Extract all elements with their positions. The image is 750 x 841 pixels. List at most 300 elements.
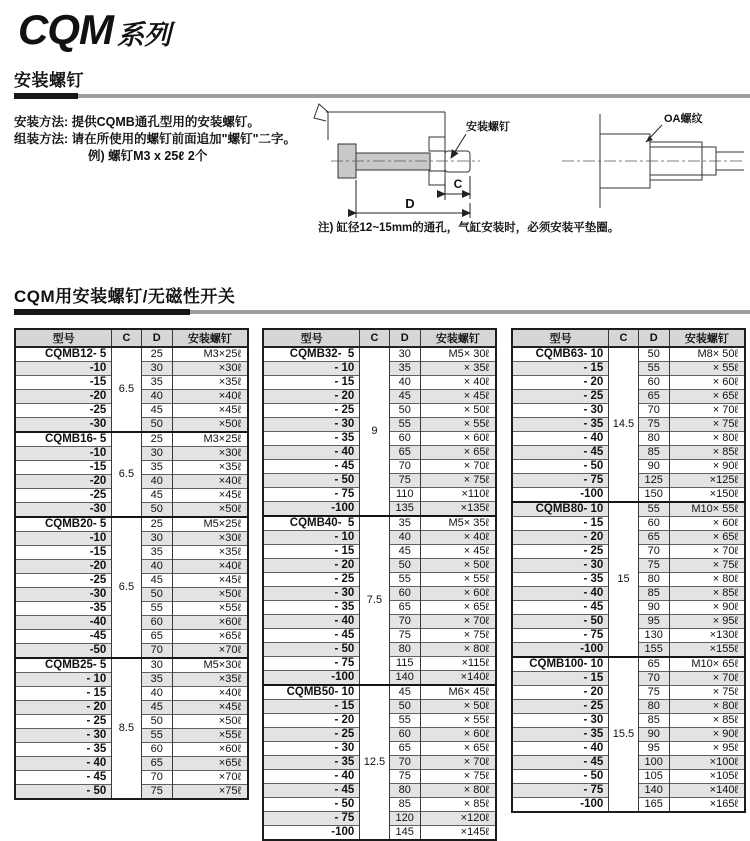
column-header: 型号 xyxy=(512,329,609,347)
d-dimension-cell: 45 xyxy=(141,701,172,715)
model-cell: - 40 xyxy=(263,770,360,784)
screw-size-cell: ×120ℓ xyxy=(420,812,496,826)
d-dimension-cell: 145 xyxy=(389,826,420,841)
d-dimension-cell: 60 xyxy=(638,517,669,531)
c-dimension-cell: 9 xyxy=(360,347,389,516)
d-dimension-cell: 135 xyxy=(389,502,420,517)
d-dimension-cell: 130 xyxy=(638,629,669,643)
d-dimension-cell: 55 xyxy=(638,502,669,517)
model-cell: - 30 xyxy=(263,742,360,756)
screw-spec-table xyxy=(14,328,249,800)
d-dimension-cell: 100 xyxy=(638,756,669,770)
screw-spec-table xyxy=(511,328,746,813)
method-line-2: 组装方法: 请在所使用的螺钉前面追加"螺钉"二字。 xyxy=(14,132,296,146)
d-dimension-cell: 60 xyxy=(141,743,172,757)
d-dimension-cell: 80 xyxy=(638,700,669,714)
model-cell: -100 xyxy=(512,643,609,658)
screw-size-cell: × 65ℓ xyxy=(669,390,745,404)
model-cell: - 40 xyxy=(512,432,609,446)
d-dimension-cell: 50 xyxy=(141,588,172,602)
screw-size-cell: ×40ℓ xyxy=(172,475,248,489)
d-dimension-cell: 140 xyxy=(389,671,420,686)
model-cell: -15 xyxy=(15,376,112,390)
screw-size-cell: ×115ℓ xyxy=(420,657,496,671)
screw-size-cell: ×135ℓ xyxy=(420,502,496,517)
screw-size-cell: × 50ℓ xyxy=(420,559,496,573)
model-cell: CQMB16- 5 xyxy=(15,432,112,447)
screw-size-cell: × 45ℓ xyxy=(420,390,496,404)
model-cell: - 75 xyxy=(263,657,360,671)
screw-size-cell: × 60ℓ xyxy=(420,728,496,742)
d-dimension-cell: 65 xyxy=(638,390,669,404)
screw-size-cell: ×110ℓ xyxy=(420,488,496,502)
model-cell: CQMB50- 10 xyxy=(263,685,360,700)
d-dimension-cell: 30 xyxy=(141,362,172,376)
table-row xyxy=(263,685,496,700)
d-dimension-cell: 70 xyxy=(638,404,669,418)
model-cell: - 75 xyxy=(263,812,360,826)
screw-size-cell: M5×25ℓ xyxy=(172,517,248,532)
model-cell: - 75 xyxy=(512,474,609,488)
d-dimension-cell: 80 xyxy=(638,573,669,587)
screw-size-cell: × 55ℓ xyxy=(420,418,496,432)
d-dimension-cell: 60 xyxy=(389,587,420,601)
page-title xyxy=(18,6,171,54)
column-header: D xyxy=(389,329,420,347)
d-dimension-cell: 45 xyxy=(141,574,172,588)
d-dimension-cell: 55 xyxy=(389,573,420,587)
d-dimension-cell: 75 xyxy=(638,559,669,573)
c-dimension-cell: 8.5 xyxy=(112,658,141,799)
screw-size-cell: × 75ℓ xyxy=(420,770,496,784)
d-dimension-cell: 95 xyxy=(638,615,669,629)
model-cell: CQMB20- 5 xyxy=(15,517,112,532)
model-cell: - 75 xyxy=(512,784,609,798)
model-cell: CQMB100- 10 xyxy=(512,657,609,672)
header-row xyxy=(263,329,496,347)
series-code: CQM xyxy=(18,6,113,53)
model-cell: - 35 xyxy=(512,418,609,432)
d-dimension-cell: 55 xyxy=(141,729,172,743)
d-dimension-cell: 60 xyxy=(389,432,420,446)
model-cell: - 10 xyxy=(263,531,360,545)
screw-size-cell: × 95ℓ xyxy=(669,615,745,629)
screw-size-cell: ×40ℓ xyxy=(172,687,248,701)
c-dimension-cell: 15 xyxy=(609,502,638,657)
model-cell: - 15 xyxy=(263,700,360,714)
section-screw-switch xyxy=(14,282,750,314)
d-dimension-cell: 70 xyxy=(638,672,669,686)
d-dimension-cell: 70 xyxy=(141,644,172,659)
screw-size-cell: ×155ℓ xyxy=(669,643,745,658)
d-dimension-cell: 75 xyxy=(389,629,420,643)
d-dimension-cell: 65 xyxy=(389,446,420,460)
oa-thread-label: OA螺纹 xyxy=(664,113,703,125)
screw-size-cell: ×140ℓ xyxy=(420,671,496,686)
d-dimension-cell: 65 xyxy=(638,531,669,545)
oa-thread-diagram xyxy=(556,106,748,216)
model-cell: - 45 xyxy=(263,784,360,798)
d-dimension-cell: 105 xyxy=(638,770,669,784)
screw-size-cell: × 70ℓ xyxy=(420,756,496,770)
screw-size-cell: ×70ℓ xyxy=(172,644,248,659)
model-cell: - 30 xyxy=(263,587,360,601)
model-cell: - 15 xyxy=(512,517,609,531)
screw-size-cell: × 75ℓ xyxy=(669,686,745,700)
screw-size-cell: × 70ℓ xyxy=(669,545,745,559)
model-cell: CQMB63- 10 xyxy=(512,347,609,362)
table-slot-3 xyxy=(511,328,746,813)
screw-size-cell: ×35ℓ xyxy=(172,673,248,687)
model-cell: -10 xyxy=(15,532,112,546)
screw-size-cell: ×125ℓ xyxy=(669,474,745,488)
method-example-line: 例) 螺钉M3 x 25ℓ 2个 xyxy=(88,149,208,163)
d-dimension-cell: 25 xyxy=(141,432,172,447)
column-header: C xyxy=(360,329,389,347)
model-cell: -100 xyxy=(263,502,360,517)
model-cell: - 30 xyxy=(512,714,609,728)
d-dimension-cell: 30 xyxy=(141,658,172,673)
d-dimension-cell: 45 xyxy=(141,489,172,503)
model-cell: -30 xyxy=(15,588,112,602)
table-slot-1 xyxy=(14,328,249,800)
model-cell: - 30 xyxy=(512,559,609,573)
model-cell: - 35 xyxy=(15,743,112,757)
screw-size-cell: ×50ℓ xyxy=(172,503,248,518)
d-dimension-cell: 80 xyxy=(389,643,420,657)
table-slot-2 xyxy=(262,328,497,841)
d-dimension-cell: 55 xyxy=(389,714,420,728)
model-cell: -100 xyxy=(263,826,360,841)
column-header: 安装螺钉 xyxy=(420,329,496,347)
screw-size-cell: × 75ℓ xyxy=(669,559,745,573)
model-cell: - 35 xyxy=(263,756,360,770)
model-cell: - 25 xyxy=(15,715,112,729)
model-cell: - 25 xyxy=(512,545,609,559)
model-cell: - 15 xyxy=(15,687,112,701)
screw-size-cell: × 75ℓ xyxy=(420,474,496,488)
d-dimension-cell: 85 xyxy=(638,587,669,601)
model-cell: -30 xyxy=(15,418,112,433)
d-dimension-cell: 30 xyxy=(389,347,420,362)
screw-size-cell: × 45ℓ xyxy=(420,545,496,559)
screw-size-cell: ×100ℓ xyxy=(669,756,745,770)
dim-d-label: D xyxy=(405,196,415,211)
model-cell: - 50 xyxy=(263,474,360,488)
table-row xyxy=(15,347,248,362)
d-dimension-cell: 75 xyxy=(638,418,669,432)
model-cell: - 45 xyxy=(512,756,609,770)
screw-size-cell: × 85ℓ xyxy=(669,446,745,460)
d-dimension-cell: 35 xyxy=(141,673,172,687)
screw-size-cell: ×65ℓ xyxy=(172,757,248,771)
c-dimension-cell: 14.5 xyxy=(609,347,638,502)
model-cell: -10 xyxy=(15,362,112,376)
screw-size-cell: M3×25ℓ xyxy=(172,347,248,362)
d-dimension-cell: 165 xyxy=(638,798,669,813)
table-row xyxy=(512,347,745,362)
screw-size-cell: × 40ℓ xyxy=(420,376,496,390)
screw-size-cell: M5×30ℓ xyxy=(172,658,248,673)
d-dimension-cell: 40 xyxy=(141,560,172,574)
model-cell: - 20 xyxy=(263,714,360,728)
d-dimension-cell: 85 xyxy=(638,714,669,728)
model-cell: CQMB25- 5 xyxy=(15,658,112,673)
model-cell: -20 xyxy=(15,390,112,404)
screw-size-cell: × 75ℓ xyxy=(669,418,745,432)
screw-size-cell: × 60ℓ xyxy=(420,587,496,601)
model-cell: - 35 xyxy=(263,601,360,615)
d-dimension-cell: 50 xyxy=(389,559,420,573)
model-cell: - 30 xyxy=(512,404,609,418)
d-dimension-cell: 35 xyxy=(389,516,420,531)
d-dimension-cell: 30 xyxy=(141,447,172,461)
screw-size-cell: × 60ℓ xyxy=(669,517,745,531)
model-cell: - 25 xyxy=(263,404,360,418)
model-cell: CQMB12- 5 xyxy=(15,347,112,362)
screw-size-cell: ×150ℓ xyxy=(669,488,745,503)
d-dimension-cell: 70 xyxy=(389,460,420,474)
d-dimension-cell: 125 xyxy=(638,474,669,488)
d-dimension-cell: 120 xyxy=(389,812,420,826)
model-cell: - 50 xyxy=(263,798,360,812)
model-cell: -20 xyxy=(15,560,112,574)
model-cell: -25 xyxy=(15,489,112,503)
model-cell: - 50 xyxy=(263,643,360,657)
d-dimension-cell: 115 xyxy=(389,657,420,671)
screw-size-cell: × 55ℓ xyxy=(420,573,496,587)
model-cell: - 45 xyxy=(512,446,609,460)
screw-size-cell: × 80ℓ xyxy=(420,784,496,798)
d-dimension-cell: 80 xyxy=(638,432,669,446)
screw-size-cell: ×165ℓ xyxy=(669,798,745,813)
model-cell: - 25 xyxy=(263,573,360,587)
screw-size-cell: ×60ℓ xyxy=(172,743,248,757)
model-cell: -50 xyxy=(15,644,112,659)
screw-size-cell: × 50ℓ xyxy=(420,700,496,714)
d-dimension-cell: 50 xyxy=(389,404,420,418)
far-wall-section xyxy=(429,137,445,151)
d-dimension-cell: 45 xyxy=(389,545,420,559)
screw-size-cell: ×105ℓ xyxy=(669,770,745,784)
screw-size-cell: × 95ℓ xyxy=(669,742,745,756)
model-cell: - 25 xyxy=(512,700,609,714)
c-dimension-cell: 12.5 xyxy=(360,685,389,840)
table-row xyxy=(263,347,496,362)
model-cell: - 20 xyxy=(512,686,609,700)
screw-size-cell: M6× 45ℓ xyxy=(420,685,496,700)
column-header: D xyxy=(141,329,172,347)
screw-tip xyxy=(445,151,470,172)
model-cell: - 40 xyxy=(512,587,609,601)
table-row xyxy=(15,658,248,673)
d-dimension-cell: 35 xyxy=(141,546,172,560)
screw-size-cell: ×55ℓ xyxy=(172,602,248,616)
screw-size-cell: ×30ℓ xyxy=(172,532,248,546)
d-dimension-cell: 30 xyxy=(141,532,172,546)
screw-size-cell: ×50ℓ xyxy=(172,588,248,602)
screw-size-cell: × 90ℓ xyxy=(669,728,745,742)
model-cell: CQMB80- 10 xyxy=(512,502,609,517)
model-cell: -15 xyxy=(15,546,112,560)
screw-size-cell: ×45ℓ xyxy=(172,404,248,418)
screw-size-cell: M3×25ℓ xyxy=(172,432,248,447)
screw-size-cell: ×40ℓ xyxy=(172,560,248,574)
model-cell: - 45 xyxy=(263,629,360,643)
model-cell: - 20 xyxy=(512,531,609,545)
section-mounting-screw xyxy=(14,66,750,98)
model-cell: -40 xyxy=(15,616,112,630)
model-cell: - 15 xyxy=(263,545,360,559)
column-header: C xyxy=(112,329,141,347)
d-dimension-cell: 50 xyxy=(141,503,172,518)
screw-size-cell: ×50ℓ xyxy=(172,715,248,729)
model-cell: - 45 xyxy=(263,460,360,474)
d-dimension-cell: 95 xyxy=(638,742,669,756)
column-header: 安装螺钉 xyxy=(172,329,248,347)
screw-size-cell: ×30ℓ xyxy=(172,447,248,461)
model-cell: - 50 xyxy=(512,460,609,474)
screw-size-cell: ×35ℓ xyxy=(172,461,248,475)
screw-size-cell: × 65ℓ xyxy=(420,446,496,460)
model-cell: - 15 xyxy=(512,362,609,376)
d-dimension-cell: 70 xyxy=(141,771,172,785)
model-cell: - 75 xyxy=(512,629,609,643)
d-dimension-cell: 150 xyxy=(638,488,669,503)
header-row xyxy=(15,329,248,347)
screw-size-cell: M8× 50ℓ xyxy=(669,347,745,362)
screw-size-cell: × 85ℓ xyxy=(669,587,745,601)
model-cell: - 35 xyxy=(512,728,609,742)
screw-size-cell: × 90ℓ xyxy=(669,460,745,474)
model-cell: - 25 xyxy=(263,728,360,742)
screw-size-cell: × 55ℓ xyxy=(420,714,496,728)
diagram-note: 注) 缸径12~15mm的通孔，气缸安装时，必须安装平垫圈。 xyxy=(318,222,620,234)
c-dimension-cell: 6.5 xyxy=(112,517,141,658)
d-dimension-cell: 40 xyxy=(389,376,420,390)
d-dimension-cell: 40 xyxy=(141,687,172,701)
d-dimension-cell: 75 xyxy=(141,785,172,800)
model-cell: - 15 xyxy=(263,376,360,390)
screw-size-cell: × 70ℓ xyxy=(669,672,745,686)
d-dimension-cell: 25 xyxy=(141,347,172,362)
d-dimension-cell: 75 xyxy=(638,686,669,700)
d-dimension-cell: 85 xyxy=(638,446,669,460)
section-title: 安装螺钉 xyxy=(14,71,84,90)
d-dimension-cell: 60 xyxy=(141,616,172,630)
screw-size-cell: × 65ℓ xyxy=(420,742,496,756)
model-cell: -20 xyxy=(15,475,112,489)
d-dimension-cell: 85 xyxy=(389,798,420,812)
c-dimension-cell: 6.5 xyxy=(112,347,141,432)
d-dimension-cell: 50 xyxy=(141,418,172,433)
d-dimension-cell: 40 xyxy=(389,531,420,545)
body-break-mark xyxy=(314,104,328,121)
screw-size-cell: × 80ℓ xyxy=(420,643,496,657)
screw-size-cell: × 85ℓ xyxy=(669,714,745,728)
d-dimension-cell: 110 xyxy=(389,488,420,502)
screw-size-cell: × 35ℓ xyxy=(420,362,496,376)
d-dimension-cell: 45 xyxy=(389,390,420,404)
screw-size-cell: ×45ℓ xyxy=(172,701,248,715)
model-cell: -100 xyxy=(512,488,609,503)
model-cell: - 35 xyxy=(512,573,609,587)
column-header: C xyxy=(609,329,638,347)
screw-size-cell: × 90ℓ xyxy=(669,601,745,615)
model-cell: - 20 xyxy=(263,559,360,573)
d-dimension-cell: 40 xyxy=(141,390,172,404)
d-dimension-cell: 50 xyxy=(638,347,669,362)
screw-size-cell: ×55ℓ xyxy=(172,729,248,743)
screw-size-cell: ×65ℓ xyxy=(172,630,248,644)
model-cell: - 45 xyxy=(512,601,609,615)
screw-size-cell: × 80ℓ xyxy=(669,432,745,446)
d-dimension-cell: 80 xyxy=(389,784,420,798)
column-header: 型号 xyxy=(263,329,360,347)
screw-size-cell: × 65ℓ xyxy=(420,601,496,615)
screw-size-cell: × 60ℓ xyxy=(420,432,496,446)
screw-size-cell: ×40ℓ xyxy=(172,390,248,404)
table-row xyxy=(512,502,745,517)
d-dimension-cell: 35 xyxy=(389,362,420,376)
d-dimension-cell: 65 xyxy=(638,657,669,672)
model-cell: - 50 xyxy=(512,770,609,784)
model-cell: - 30 xyxy=(263,418,360,432)
d-dimension-cell: 60 xyxy=(638,376,669,390)
model-cell: - 75 xyxy=(263,488,360,502)
screw-size-cell: ×140ℓ xyxy=(669,784,745,798)
d-dimension-cell: 155 xyxy=(638,643,669,658)
screw-size-cell: ×60ℓ xyxy=(172,616,248,630)
d-dimension-cell: 75 xyxy=(389,474,420,488)
section-rule xyxy=(14,310,750,314)
model-cell: - 30 xyxy=(15,729,112,743)
model-cell: - 50 xyxy=(512,615,609,629)
screw-shaft xyxy=(356,153,430,170)
d-dimension-cell: 70 xyxy=(638,545,669,559)
d-dimension-cell: 65 xyxy=(141,630,172,644)
d-dimension-cell: 70 xyxy=(389,615,420,629)
d-dimension-cell: 35 xyxy=(141,461,172,475)
column-header: D xyxy=(638,329,669,347)
model-cell: -30 xyxy=(15,503,112,518)
d-dimension-cell: 55 xyxy=(389,418,420,432)
d-dimension-cell: 55 xyxy=(638,362,669,376)
d-dimension-cell: 55 xyxy=(141,602,172,616)
table-row xyxy=(15,432,248,447)
screw-size-cell: × 70ℓ xyxy=(669,404,745,418)
screw-size-cell: × 80ℓ xyxy=(669,573,745,587)
model-cell: -45 xyxy=(15,630,112,644)
table-row xyxy=(263,516,496,531)
d-dimension-cell: 65 xyxy=(389,601,420,615)
model-cell: -35 xyxy=(15,602,112,616)
screw-size-cell: × 65ℓ xyxy=(669,531,745,545)
screw-size-cell: M10× 65ℓ xyxy=(669,657,745,672)
screw-size-cell: × 80ℓ xyxy=(669,700,745,714)
d-dimension-cell: 90 xyxy=(638,460,669,474)
c-dimension-cell: 6.5 xyxy=(112,432,141,517)
header-row xyxy=(512,329,745,347)
screw-size-cell: M10× 55ℓ xyxy=(669,502,745,517)
screw-size-cell: M5× 30ℓ xyxy=(420,347,496,362)
model-cell: - 20 xyxy=(512,376,609,390)
model-cell: -25 xyxy=(15,404,112,418)
model-cell: - 20 xyxy=(263,390,360,404)
section-title: CQM用安装螺钉/无磁性开关 xyxy=(14,287,236,306)
d-dimension-cell: 50 xyxy=(389,700,420,714)
screw-size-cell: ×145ℓ xyxy=(420,826,496,841)
